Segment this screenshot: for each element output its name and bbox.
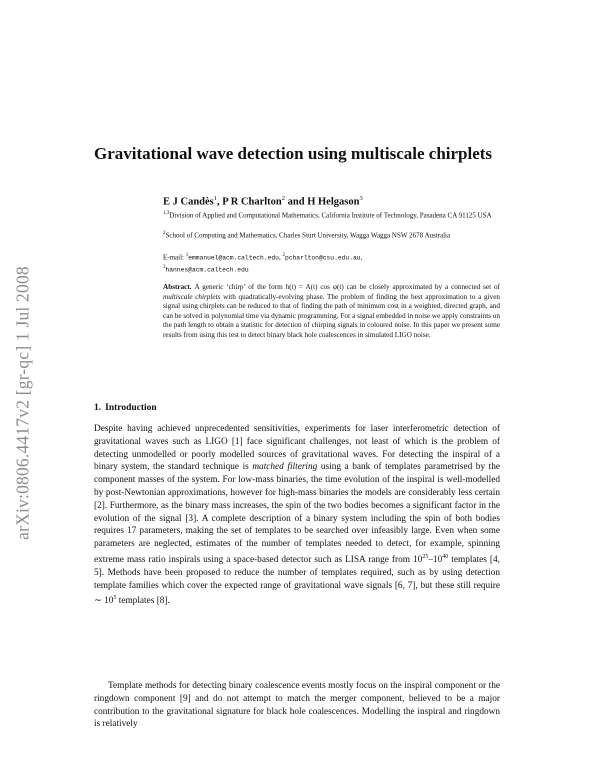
abstract: Abstract. A generic ‘chirp’ of the form h(t) = A(t) cos φ(t) can be closely approximated by a connected set of multiscale chirplets with quadratically-evolving phase. The problem of finding the best approximation to a given signal using chirplets can be reduced to that of finding the path of minimum cost in a weighted, directed graph, and can be solved in polynomial time via dynamic programming. For a signal embedded in noise we apply constraints on the path length to obtain a statistic for detection of chirping signals in coloured noise. In this paper we present some results from using this test to detect binary black hole coalescences in simulated LIGO noise. <box>163 283 501 339</box>
paper-title: Gravitational wave detection using multiscale chirplets <box>94 144 493 163</box>
author-name: E J Candès <box>163 196 214 208</box>
author-list: E J Candès$^1$, P R Charlton$^2$ and H Helgason$^3$ <box>163 195 363 208</box>
author-name: P R Charlton <box>222 196 282 208</box>
author-affiliation-marker: 2 <box>281 195 286 202</box>
body-paragraph: Despite having achieved unprecedented sensitivities, experiments for laser interferometric detection of gravitational waves such as LIGO [1] face significant challenges, not least of which is the problem of detecting unmodelled or poorly modelled sources of gravitational waves. For detecting the inspiral of a binary system, the standard technique is matched filtering using a bank of templates parametrised by the component masses of the system. For low-mass binaries, the time evolution of the inspiral is well-modelled by post-Newtonian approximations, however for high-mass binaries the models are considerably less certain [2]. Furthermore, as the binary mass increases, the spin of the two bodies becomes a significant factor in the evolution of the signal [3]. A complete description of a binary system including the spin of both bodies requires 17 parameters, making the set of templates to be searched over infeasibly large. Even when some parameters are neglected, estimates of the number of templates needed to detect, for example, spinning extreme mass ratio inspirals using a space-based detector such as LISA range from $10^{25}-10^{40}$ templates [4, 5]. Methods have been proposed to reduce the number of templates required, such as by using detection template families which cover the expected range of gravitational wave signals [6, 7], but these still require ∼ $10^5$ templates [8]. <box>94 424 501 607</box>
affiliation-text: Division of Applied and Computational Mathematics, California Institute of Technology, Pasadena CA 91125 USA <box>169 211 492 220</box>
email-address[interactable]: emmanuel@acm.caltech.edu <box>188 254 279 262</box>
arxiv-identifier: arXiv:0806.4417v2 [gr-qc] 1 Jul 2008 <box>12 266 33 540</box>
abstract-label: Abstract. <box>163 283 192 291</box>
affiliation <box>163 229 493 241</box>
author-affiliation-marker: 3 <box>359 195 363 202</box>
email-block: E-mail: $^1$emmanuel@acm.caltech.edu, $^2$pcharlton@csu.edu.au, $^3$hannes@acm.caltech.edu <box>163 253 363 274</box>
affiliation-marker: 2 <box>163 231 166 236</box>
author-affiliation-marker: 1 <box>213 195 218 202</box>
affiliation <box>163 209 493 221</box>
arxiv-identifier-stamp <box>8 228 38 578</box>
email-address[interactable]: pcharlton@csu.edu.au <box>284 254 361 262</box>
body-paragraph: Template methods for detecting binary coalescence events mostly focus on the inspiral component or the ringdown component [9] and do not attempt to match the merger component, believed to be a major contribution to the gravitational signature for black hole coalescences. Modelling the inspiral and ringdown is relatively <box>94 681 500 730</box>
author-name: H Helgason <box>307 196 360 208</box>
section-heading <box>94 403 157 413</box>
email-label: E-mail: <box>163 253 184 262</box>
affiliation-text: School of Computing and Mathematics, Charles Sturt University, Wagga Wagga NSW 2678 Australia <box>165 231 451 240</box>
email-address[interactable]: hannes@acm.caltech.edu <box>165 266 249 274</box>
affiliation-marker: 1,3 <box>163 211 170 216</box>
section-title: Introduction <box>105 403 157 413</box>
section-number: 1. <box>94 403 102 413</box>
